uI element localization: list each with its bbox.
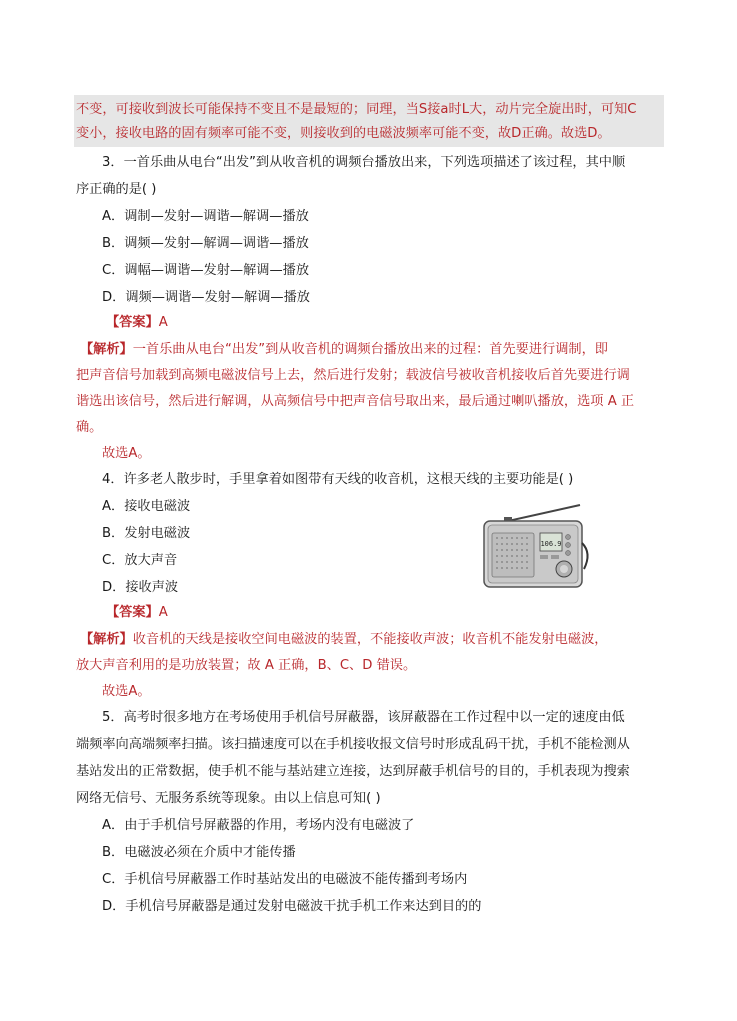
q5-stem-line-3: 基站发出的正常数据，使手机不能与基站建立连接，达到屏蔽手机信号的目的，手机表现为搜索 [76,764,630,779]
q4-stem: 4．许多老人散步时，手里拿着如图带有天线的收音机，这根天线的主要功能是( ) [102,472,574,487]
radio-illustration [480,503,600,593]
q3-stem-line-1: 3．一首乐曲从电台“出发”到从收音机的调频台播放出来，下列选项描述了该过程，其中顺 [102,155,626,170]
q4-answer-tag: 【答案】 [106,605,159,620]
q3-answer-value: A [158,315,168,330]
q4-answer [106,603,168,623]
q4-analysis-tag: 【解析】 [80,632,133,647]
q3-option-b: B．调频—发射—解调—调谐—播放 [102,236,309,251]
radio-display-text: 106.9 [540,540,562,548]
q4-option-d: D．接收声波 [102,580,179,595]
q3-analysis-line-3: 谐选出该信号，然后进行解调，从高频信号中把声音信号取出来，最后通过喇叭播放，选项 A 正 [76,394,635,409]
q4-option-c: C．放大声音 [102,553,178,568]
q3-answer-tag: 【答案】 [106,315,159,330]
q3-analysis-tag: 【解析】 [80,342,133,357]
q3-option-a: A．调制—发射—调谐—解调—播放 [102,209,309,224]
q3-analysis-line-2: 把声音信号加载到高频电磁波信号上去，然后进行发射；载波信号被收音机接收后首先要进行调 [76,368,630,383]
q4-option-a: A．接收电磁波 [102,499,191,514]
q3-stem-line-2: 序正确的是( ) [76,182,157,197]
q4-answer-value: A [158,605,168,620]
q3-answer [106,313,168,333]
q4-analysis-line-1 [80,630,608,650]
q5-option-a: A．由于手机信号屏蔽器的作用，考场内没有电磁波了 [102,818,415,833]
q4-option-b: B．发射电磁波 [102,526,191,541]
q3-analysis-line-1 [80,340,608,360]
prev-explanation-line-1: 不变，可接收到波长可能保持不变且不是最短的；同理，当S接a时L大，动片完全旋出时，可知C [76,102,637,117]
q5-stem-line-2: 端频率向高端频率扫描。该扫描速度可以在手机接收报文信号时形成乱码干扰，手机不能检测从 [76,737,630,752]
q5-option-b: B．电磁波必须在介质中才能传播 [102,845,296,860]
prev-explanation-line-2: 变小，接收电路的固有频率可能不变，则接收到的电磁波频率可能不变，故D正确。故选D。 [76,126,611,141]
q5-stem-line-1: 5．高考时很多地方在考场使用手机信号屏蔽器，该屏蔽器在工作过程中以一定的速度由低 [102,710,625,725]
q3-analysis-line-4: 确。 [76,420,103,435]
q4-analysis-text-1: 收音机的天线是接收空间电磁波的装置，不能接收声波；收音机不能发射电磁波， [132,632,608,647]
q3-analysis-text-1: 一首乐曲从电台“出发”到从收音机的调频台播放出来的过程：首先要进行调制，即 [132,342,608,357]
q4-analysis-line-2: 放大声音利用的是功放装置；故 A 正确，B、C、D 错误。 [76,658,417,673]
q5-stem-line-4: 网络无信号、无服务系统等现象。由以上信息可知( ) [76,791,381,806]
q4-conclusion: 故选A。 [102,684,151,699]
q5-option-c: C．手机信号屏蔽器工作时基站发出的电磁波不能传播到考场内 [102,872,468,887]
q3-conclusion: 故选A。 [102,446,151,461]
q3-option-d: D．调频—调谐—发射—解调—播放 [102,290,310,305]
q5-option-d: D．手机信号屏蔽器是通过发射电磁波干扰手机工作来达到目的的 [102,899,482,914]
radio-with-antenna-icon [480,503,600,593]
q3-option-c: C．调幅—调谐—发射—解调—播放 [102,263,310,278]
